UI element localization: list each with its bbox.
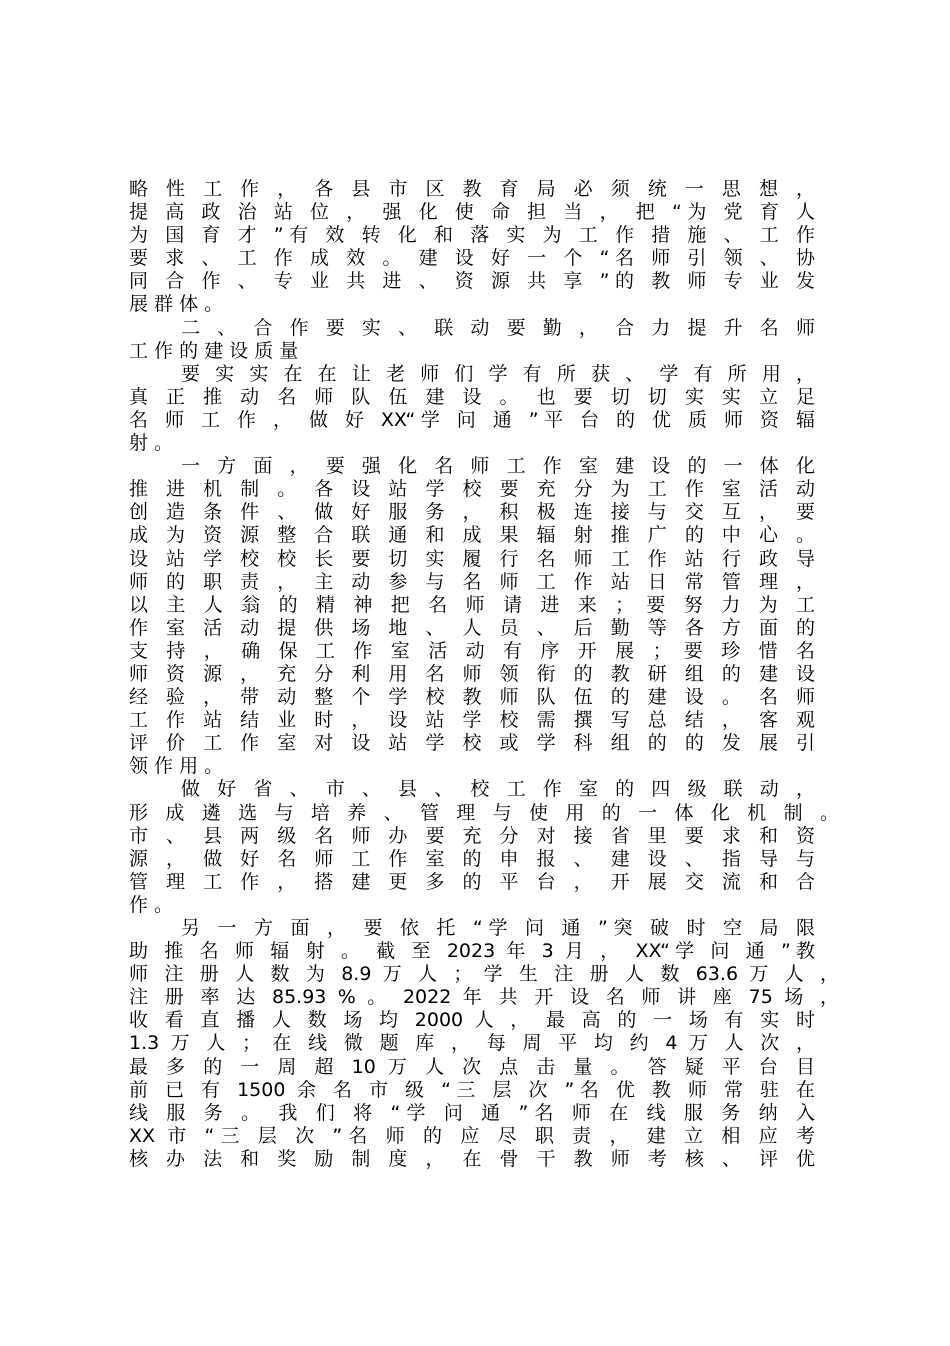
section-heading: 二 、 合 作 要 实 、 联 动 要 勤 ， 合 力 提 升 名 师 <box>181 316 815 339</box>
text-line: 1.3 万 人 ； 在 线 微 题 库 ， 每 周 平 均 约 4 万 人 次 ， <box>129 1032 815 1055</box>
text-line: 真 正 推 动 名 师 队 伍 建 设 。 也 要 切 切 实 实 立 足 <box>129 385 815 408</box>
text-line: 收 看 直 播 人 数 场 均 2000 人 ， 最 高 的 一 场 有 实 时 <box>129 1009 815 1032</box>
text-line: 创 造 条 件 、 做 好 服 务 ， 积 极 连 接 与 交 互 ， 要 <box>129 501 815 524</box>
text-line: 形 成 遴 选 与 培 养 、 管 理 与 使 用 的 一 体 化 机 制 。 <box>129 801 839 824</box>
text-line: 作 。 <box>129 893 174 916</box>
text-line: 设 站 学 校 校 长 要 切 实 履 行 名 师 工 作 站 行 政 导 <box>129 547 815 570</box>
text-line: 为 国 育 才 ”有 效 转 化 和 落 实 为 工 作 措 施 、 工 作 <box>129 224 815 247</box>
text-line: 推 进 机 制 。 各 设 站 学 校 要 充 分 为 工 作 室 活 动 <box>129 478 815 501</box>
text-line: 最 多 的 一 周 超 10 万 人 次 点 击 量 。 答 疑 平 台 目 <box>129 1055 815 1078</box>
text-line: 同 合 作 、 专 业 共 进 、 资 源 共 享 ”的 教 师 专 业 发 <box>129 270 815 293</box>
text-line: 名 师 工 作 ， 做 好 XX“学 问 通 ”平 台 的 优 质 师 资 辐 <box>129 408 815 431</box>
text-line: 成 为 资 源 整 合 联 通 和 成 果 辐 射 推 广 的 中 心 。 <box>129 524 815 547</box>
text-line: 另 一 方 面 ， 要 依 托 “学 问 通 ”突 破 时 空 局 限 <box>181 917 815 939</box>
text-line: 市 、 县 两 级 名 师 办 要 充 分 对 接 省 里 要 求 和 资 <box>129 824 815 847</box>
text-line: 评 价 工 作 室 对 设 站 学 校 或 学 科 组 的 的 发 展 引 <box>129 732 815 755</box>
text-line: 师 的 职 责 ， 主 动 参 与 名 师 工 作 站 日 常 管 理 ， <box>129 570 815 593</box>
text-line: 核 办 法 和 奖 励 制 度 ， 在 骨 干 教 师 考 核 、 评 优 <box>129 1147 815 1170</box>
text-line: XX 市 “三 层 次 ”名 师 的 应 尽 职 责 ， 建 立 相 应 考 <box>129 1124 815 1147</box>
text-line: 略 性 工 作 ， 各 县 市 区 教 育 局 必 须 统 一 思 想 ， <box>129 178 815 200</box>
text-line: 助 推 名 师 辐 射 。 截 至 2023 年 3 月 ， XX“学 问 通 ”教 <box>129 940 815 963</box>
text-line: 前 已 有 1500 余 名 市 级 “三 层 次 ”名 优 教 师 常 驻 在 <box>129 1078 815 1101</box>
text-line: 源 ， 做 好 名 师 工 作 室 的 申 报 、 建 设 、 指 导 与 <box>129 847 815 870</box>
document-body <box>129 178 839 1171</box>
text-line: 以 主 人 翁 的 精 神 把 名 师 请 进 来 ； 要 努 力 为 工 <box>129 593 815 616</box>
text-line: 注 册 率 达 85.93 % 。 2022 年 共 开 设 名 师 讲 座 75 场 ， <box>129 986 839 1009</box>
text-line: 师 资 源 ， 充 分 利 用 名 师 领 衔 的 教 研 组 的 建 设 <box>129 662 815 685</box>
text-line: 做 好 省 、 市 、 县 、 校 工 作 室 的 四 级 联 动 ， <box>181 778 815 801</box>
section-heading: 工 作 的 建 设 质 量 <box>129 339 299 362</box>
text-line: 工 作 站 结 业 时 ， 设 站 学 校 需 撰 写 总 结 ， 客 观 <box>129 709 815 732</box>
text-line: 一 方 面 ， 要 强 化 名 师 工 作 室 建 设 的 一 体 化 <box>181 455 815 478</box>
text-line: 管 理 工 作 ， 搭 建 更 多 的 平 台 ， 开 展 交 流 和 合 <box>129 870 815 893</box>
text-line: 领 作 用 。 <box>129 755 224 778</box>
text-line: 要 求 、 工 作 成 效 。 建 设 好 一 个 “名 师 引 领 、 协 <box>129 247 815 270</box>
text-line: 作 室 活 动 提 供 场 地 、 人 员 、 后 勤 等 各 方 面 的 <box>129 616 815 639</box>
text-line: 经 验 ， 带 动 整 个 学 校 教 师 队 伍 的 建 设 。 名 师 <box>129 686 815 709</box>
text-line: 要 实 实 在 在 让 老 师 们 学 有 所 获 、 学 有 所 用 ， <box>181 362 815 385</box>
text-line: 师 注 册 人 数 为 8.9 万 人 ； 学 生 注 册 人 数 63.6 万 人 ， <box>129 963 839 986</box>
text-line: 支 持 ， 确 保 工 作 室 活 动 有 序 开 展 ； 要 珍 惜 名 <box>129 639 815 662</box>
text-line: 提 高 政 治 站 位 ， 强 化 使 命 担 当 ， 把 “为 党 育 人 <box>129 201 815 224</box>
text-line: 展 群 体 。 <box>129 293 224 316</box>
text-line: 射 。 <box>129 432 174 455</box>
text-line: 线 服 务 。 我 们 将 “学 问 通 ”名 师 在 线 服 务 纳 入 <box>129 1101 815 1124</box>
